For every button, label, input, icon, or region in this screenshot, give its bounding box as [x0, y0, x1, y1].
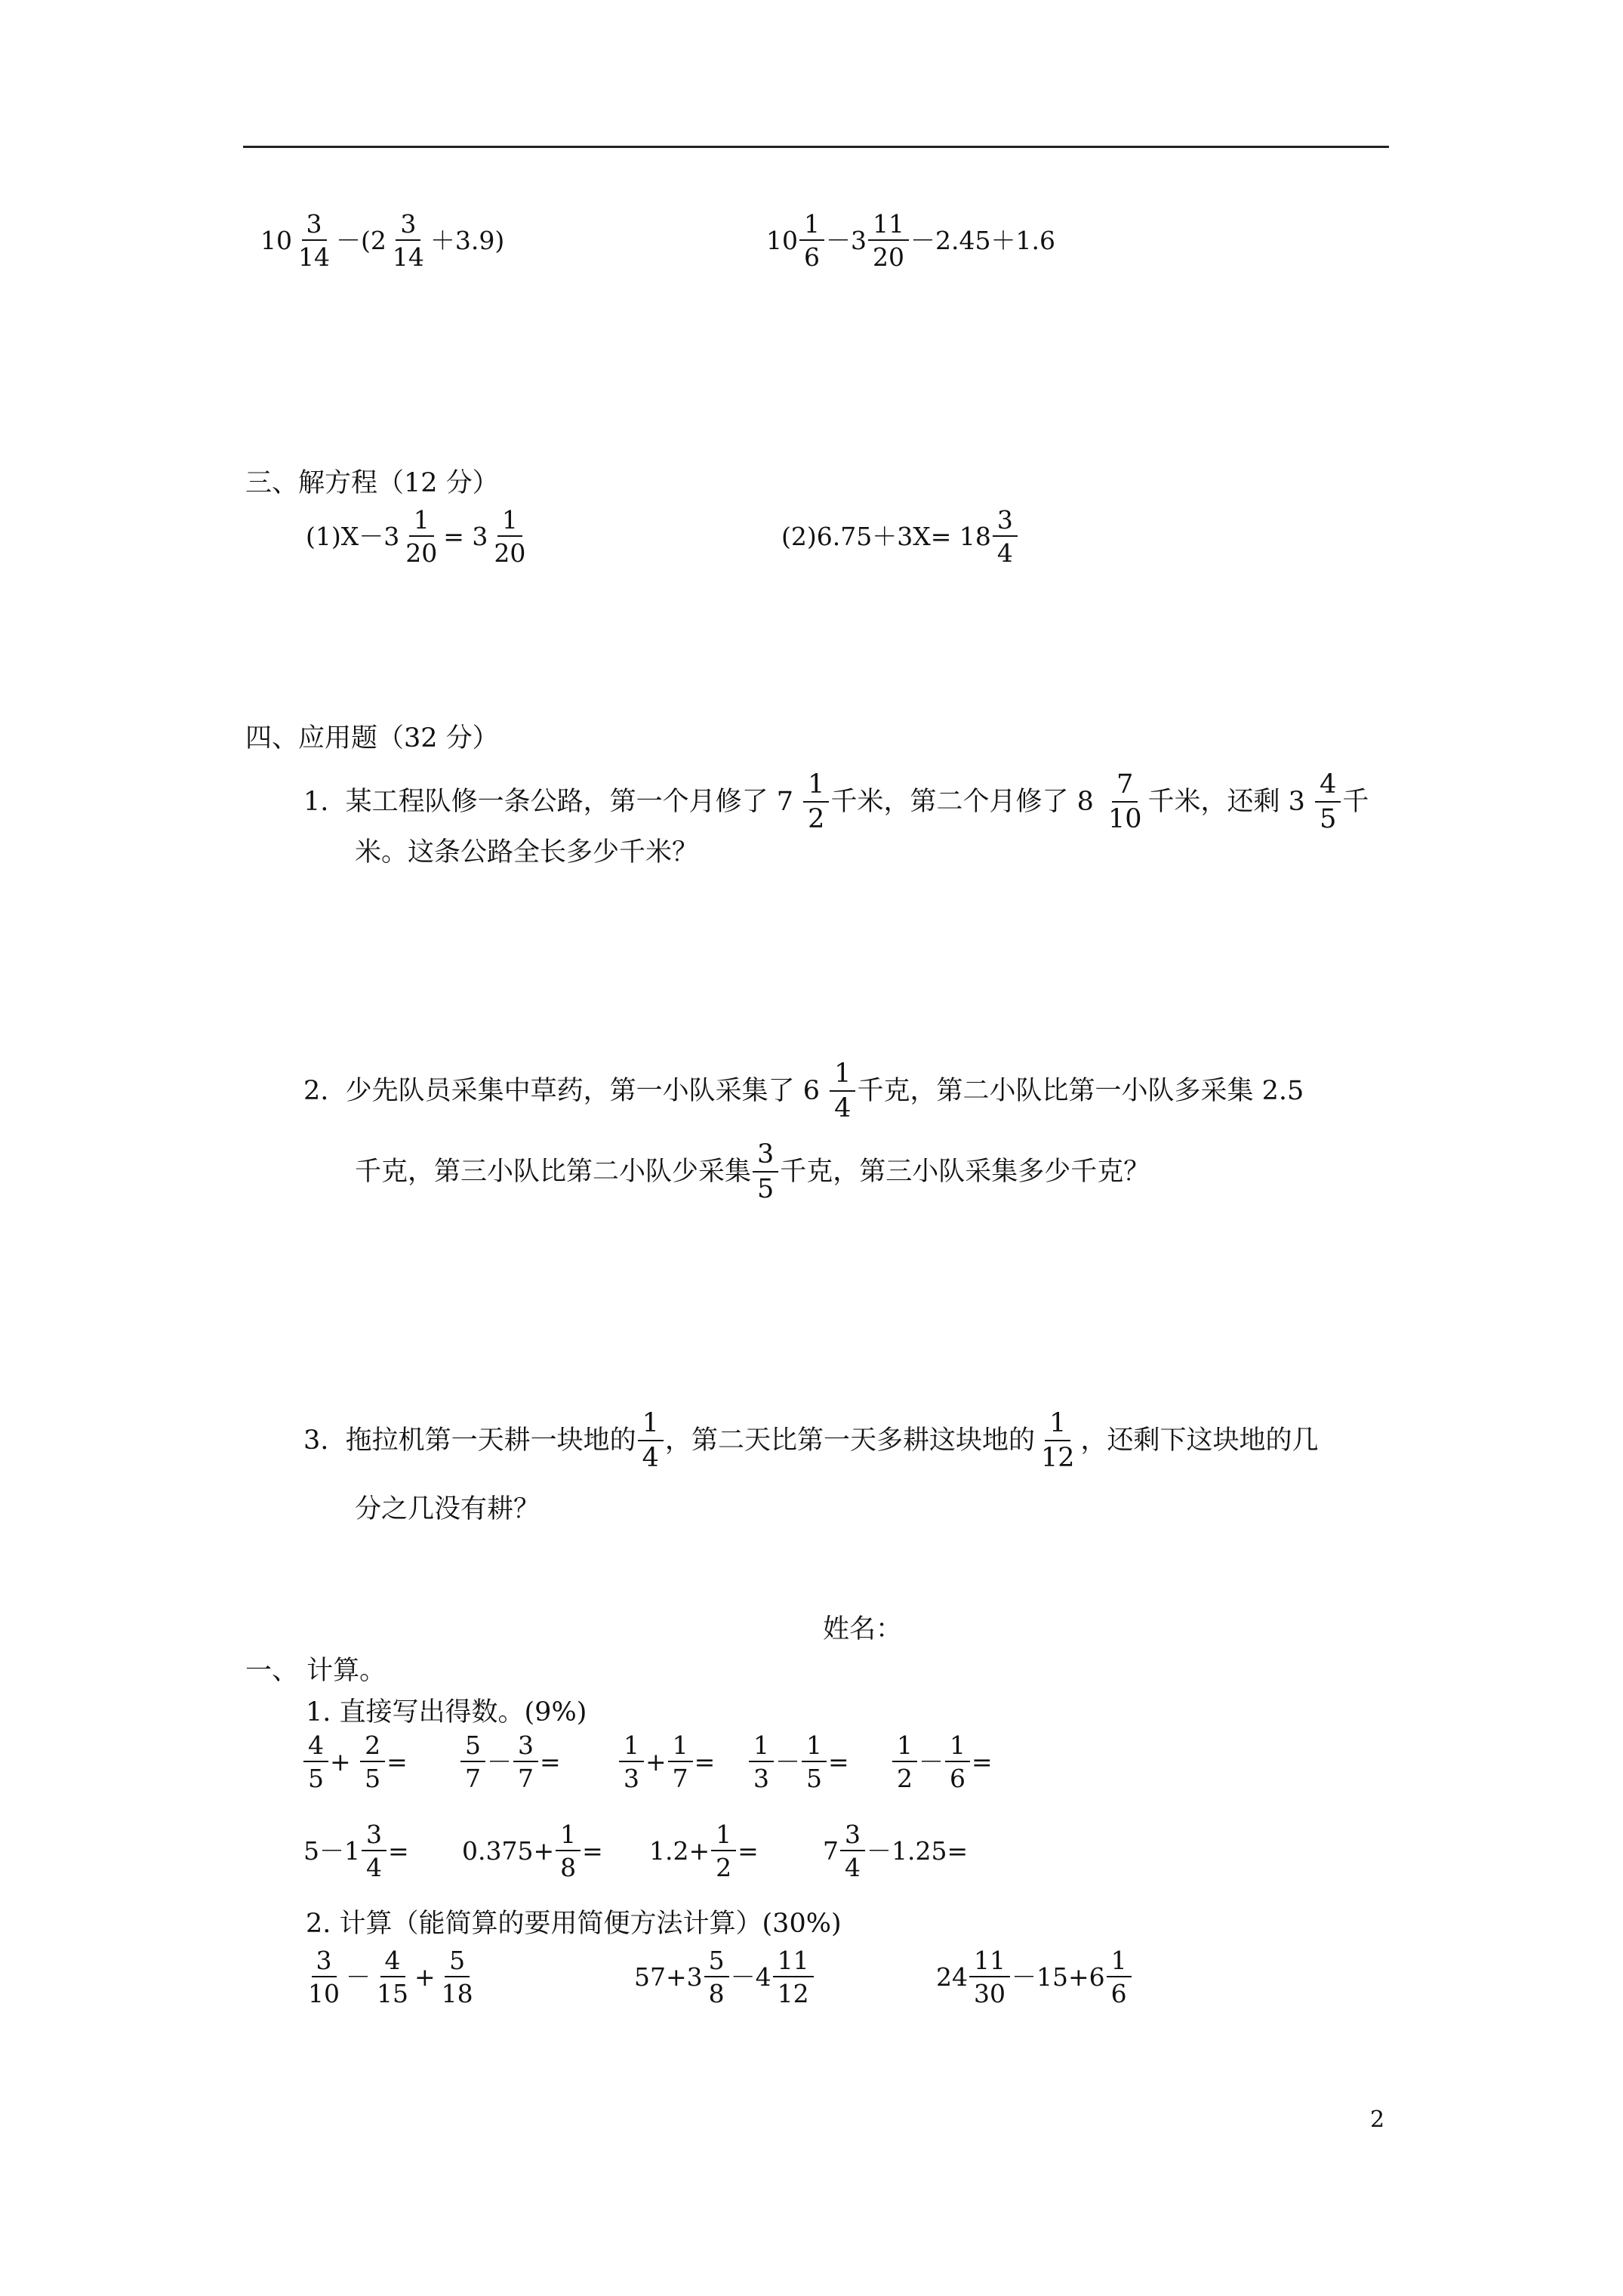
fraction — [892, 1730, 917, 1793]
fraction-numerator: 1 — [497, 507, 522, 537]
fraction-numerator: 2 — [360, 1733, 385, 1762]
fraction — [993, 507, 1018, 566]
fraction-numerator: 5 — [460, 1733, 485, 1762]
fraction-numerator: 1 — [556, 1822, 581, 1851]
fraction — [704, 1948, 729, 2006]
expression-text: －3 — [826, 226, 867, 255]
fraction — [294, 211, 334, 270]
expression-text: － — [487, 1747, 512, 1777]
page-number: 2 — [1370, 2106, 1385, 2133]
expression-text: = — [387, 1747, 408, 1777]
fraction — [638, 1410, 664, 1472]
fraction-denominator: 6 — [950, 1764, 965, 1793]
fraction-numerator: 1 — [945, 1733, 970, 1762]
expression-text: = — [582, 1836, 603, 1866]
fraction-denominator: 2 — [897, 1764, 913, 1793]
expression-text: 千米，第二个月修了 8 — [830, 787, 1102, 817]
fraction-denominator: 10 — [308, 1979, 340, 2008]
expression-text: (1)X－3 — [306, 522, 400, 551]
expression-text: －(2 — [336, 226, 387, 255]
fraction-denominator: 15 — [377, 1979, 408, 2008]
fraction — [945, 1730, 970, 1793]
expression-text: = — [828, 1747, 849, 1777]
fraction-denominator: 12 — [1040, 1443, 1075, 1473]
equation-2 — [781, 507, 1019, 566]
expression-text: －1.25= — [867, 1836, 969, 1866]
expression-text: 10 — [766, 226, 798, 255]
fraction-numerator: 1 — [892, 1733, 917, 1762]
quick-calc-9 — [823, 1822, 968, 1880]
fraction — [668, 1730, 693, 1793]
fraction-numerator: 1 — [619, 1733, 644, 1762]
expression-text: － — [919, 1747, 944, 1777]
fraction-denominator: 4 — [834, 1093, 852, 1123]
expression-text: －4 — [730, 1962, 771, 1992]
section-4-title: 四、应用题（32 分） — [245, 723, 499, 754]
fraction-numerator: 5 — [704, 1948, 729, 1977]
section-1-title: 一、 计算。 — [245, 1656, 387, 1686]
fraction — [437, 1948, 478, 2006]
fraction-numerator: 1 — [668, 1733, 693, 1762]
expression-text: = — [972, 1747, 993, 1777]
expression-text: ，第二天比第一天多耕这块地的 — [664, 1425, 1035, 1456]
fraction-numerator: 3 — [302, 211, 327, 241]
fraction-denominator: 2 — [808, 804, 825, 834]
fraction-denominator: 4 — [642, 1443, 659, 1473]
fraction — [489, 507, 530, 566]
expression-text: － — [775, 1747, 800, 1777]
quick-calc-6 — [303, 1822, 409, 1880]
expression-text: = — [694, 1747, 716, 1777]
equation-1 — [306, 507, 531, 566]
fraction-denominator: 7 — [672, 1764, 688, 1793]
fraction-denominator: 7 — [465, 1764, 481, 1793]
fraction-denominator: 4 — [845, 1853, 861, 1882]
fraction-numerator: 7 — [1112, 772, 1138, 803]
fraction — [362, 1822, 387, 1880]
quick-calc-8 — [649, 1822, 759, 1880]
fraction — [1107, 1948, 1132, 2006]
fraction — [372, 1948, 413, 2006]
fraction-numerator: 1 — [749, 1733, 774, 1762]
expression-text: = — [388, 1836, 409, 1866]
fraction-denominator: 30 — [974, 1979, 1006, 2008]
fraction — [360, 1730, 385, 1793]
fraction — [1104, 769, 1147, 834]
subsection-2-title: 2. 计算（能简算的要用简便方法计算）(30%) — [306, 1909, 842, 1939]
expression-text: = — [738, 1836, 759, 1866]
fraction-numerator: 11 — [969, 1948, 1010, 1977]
fraction-denominator: 5 — [365, 1764, 381, 1793]
expression-text: 5－1 — [303, 1836, 360, 1866]
name-label: 姓名： — [823, 1614, 903, 1644]
fraction-denominator: 14 — [392, 242, 424, 272]
fraction-numerator: 1 — [1045, 1410, 1070, 1441]
expression-text: 24 — [936, 1962, 968, 1992]
fraction-denominator: 18 — [441, 1979, 473, 2008]
fraction-numerator: 11 — [868, 211, 909, 241]
expression-text: = 3 — [443, 522, 488, 551]
fraction-numerator: 1 — [409, 507, 434, 537]
fraction — [753, 1139, 778, 1204]
expression-text: 1.2+ — [649, 1836, 710, 1866]
fraction-numerator: 1 — [830, 1061, 855, 1092]
fraction-denominator: 12 — [777, 1979, 809, 2008]
fraction — [401, 507, 442, 566]
fraction — [388, 211, 429, 270]
header-rule — [243, 146, 1389, 148]
expression-text: 千米，还剩 3 — [1147, 787, 1314, 817]
expression-text: + — [645, 1747, 667, 1777]
expression-text: 千克，第二小队比第一小队多采集 2.5 — [857, 1076, 1304, 1106]
problem-2-line-2 — [355, 1139, 1150, 1204]
fraction-denominator: 6 — [804, 242, 820, 272]
expression-text: －15+6 — [1012, 1962, 1105, 1992]
expression-text: 2. 少先队员采集中草药，第一小队采集了 6 — [303, 1076, 829, 1106]
fraction — [840, 1822, 865, 1880]
expression-text: + — [414, 1962, 436, 1992]
fraction-numerator: 3 — [993, 507, 1018, 537]
fraction — [460, 1730, 485, 1793]
fraction — [303, 1730, 328, 1793]
fraction-denominator: 5 — [806, 1764, 822, 1793]
expression-text: 3. 拖拉机第一天耕一块地的 — [303, 1425, 636, 1456]
expression-text: 千 — [1342, 787, 1369, 817]
fraction-denominator: 14 — [298, 242, 330, 272]
expression-text: ，还剩下这块地的几 — [1080, 1425, 1319, 1456]
expression-text: 1. 某工程队修一条公路，第一个月修了 7 — [303, 787, 802, 817]
quick-calc-1 — [302, 1730, 408, 1793]
fraction — [513, 1730, 538, 1793]
fraction-numerator: 4 — [380, 1948, 405, 1977]
fraction-denominator: 20 — [494, 538, 526, 568]
fraction — [773, 1948, 814, 2006]
fraction-numerator: 3 — [362, 1822, 387, 1851]
fraction — [619, 1730, 644, 1793]
fraction — [799, 211, 824, 270]
fraction-numerator: 1 — [803, 772, 829, 803]
section-3-title: 三、解方程（12 分） — [245, 468, 499, 498]
fraction — [749, 1730, 774, 1793]
expression-text: － — [346, 1962, 371, 1992]
quick-calc-4 — [747, 1730, 849, 1793]
expression-text: 10 — [260, 226, 292, 255]
fraction — [711, 1822, 736, 1880]
fraction-denominator: 3 — [753, 1764, 769, 1793]
problem-3-line-2: 分之几没有耕？ — [355, 1494, 540, 1524]
subsection-1-title: 1. 直接写出得数。(9%) — [306, 1697, 587, 1727]
expression-text: ＋3.9) — [430, 226, 505, 255]
calc-expression-1 — [302, 1948, 479, 2006]
fraction-denominator: 7 — [518, 1764, 534, 1793]
fraction-denominator: 4 — [996, 538, 1013, 568]
fraction-numerator: 11 — [773, 1948, 814, 1977]
fraction-numerator: 1 — [799, 211, 824, 241]
fraction — [556, 1822, 581, 1880]
expression-text: 千克，第三小队比第二小队少采集 — [355, 1157, 752, 1187]
fraction — [1315, 769, 1341, 834]
expression-text: + — [330, 1747, 359, 1777]
quick-calc-2 — [459, 1730, 561, 1793]
fraction-numerator: 1 — [1107, 1948, 1132, 1977]
fraction-numerator: 1 — [802, 1733, 827, 1762]
fraction-denominator: 6 — [1110, 1979, 1127, 2008]
fraction-numerator: 1 — [638, 1410, 664, 1441]
calc-expression-3 — [936, 1948, 1133, 2006]
quick-calc-3 — [617, 1730, 716, 1793]
fraction-numerator: 3 — [840, 1822, 865, 1851]
fraction-denominator: 8 — [560, 1853, 577, 1882]
fraction — [969, 1948, 1010, 2006]
fraction-denominator: 20 — [873, 242, 904, 272]
fraction-numerator: 1 — [711, 1822, 736, 1851]
expression-text: 0.375+ — [462, 1836, 555, 1866]
fraction-numerator: 3 — [753, 1142, 778, 1173]
fraction — [1036, 1410, 1079, 1472]
problem-1-line-2: 米。这条公路全长多少千米？ — [355, 837, 699, 868]
fraction — [803, 769, 829, 834]
fraction-numerator: 3 — [312, 1948, 337, 1977]
calc-expression-2 — [634, 1948, 815, 2006]
problem-2-line-1 — [303, 1061, 1304, 1122]
fraction — [802, 1730, 827, 1793]
expression-text: 7 — [823, 1836, 839, 1866]
problem-1-line-1 — [303, 769, 1369, 834]
fraction-denominator: 3 — [624, 1764, 639, 1793]
fraction-numerator: 3 — [396, 211, 420, 241]
top-expression-1 — [260, 211, 504, 270]
fraction-denominator: 10 — [1107, 804, 1142, 834]
quick-calc-7 — [462, 1822, 603, 1880]
fraction-numerator: 5 — [445, 1948, 470, 1977]
fraction-denominator: 2 — [716, 1853, 732, 1882]
problem-3-line-1 — [303, 1410, 1319, 1472]
expression-text: 57+3 — [634, 1962, 703, 1992]
expression-text: －2.45＋1.6 — [910, 226, 1055, 255]
fraction-numerator: 4 — [1315, 772, 1341, 803]
top-expression-2 — [766, 211, 1055, 270]
fraction-numerator: 3 — [513, 1733, 538, 1762]
expression-text: 千克，第三小队采集多少千克？ — [780, 1157, 1150, 1187]
fraction-numerator: 4 — [303, 1733, 328, 1762]
fraction-denominator: 5 — [1320, 804, 1337, 834]
fraction — [868, 211, 909, 270]
fraction — [303, 1948, 344, 2006]
fraction-denominator: 8 — [708, 1979, 725, 2008]
fraction-denominator: 5 — [308, 1764, 324, 1793]
fraction-denominator: 5 — [757, 1174, 775, 1204]
fraction-denominator: 20 — [405, 538, 438, 568]
expression-text: = — [540, 1747, 561, 1777]
fraction-denominator: 4 — [366, 1853, 382, 1882]
quick-calc-5 — [891, 1730, 993, 1793]
expression-text: (2)6.75＋3X= 18 — [781, 522, 991, 551]
fraction — [830, 1061, 855, 1122]
